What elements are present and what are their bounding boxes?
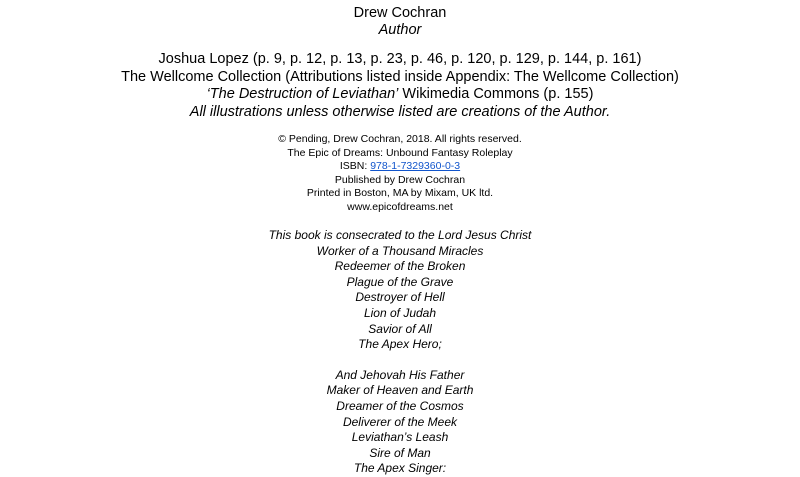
credit-lopez: Joshua Lopez (p. 9, p. 12, p. 13, p. 23, p. 46, p. 120, p. 129, p. 144, p. 161)	[158, 51, 642, 67]
author-name: Drew Cochran	[353, 5, 447, 21]
credit-leviathan	[0, 86, 800, 104]
dedication-line: And Jehovah His Father	[335, 367, 465, 382]
dedication-line: Plague of the Grave	[346, 274, 454, 289]
dedication-line: Leviathan’s Leash	[351, 430, 449, 445]
credit-wellcome: The Wellcome Collection (Attributions listed inside Appendix: The Wellcome Collection)	[121, 68, 679, 85]
copyright-notice: © Pending, Drew Cochran, 2018. All rights reserved.	[278, 133, 522, 145]
dedication-line: Dreamer of the Cosmos	[336, 398, 464, 413]
dedication-line: Worker of a Thousand Miracles	[316, 243, 484, 258]
isbn-link[interactable]: 978-1-7329360-0-3	[370, 160, 461, 173]
isbn-label: ISBN:	[339, 160, 371, 173]
legal-block	[0, 133, 800, 215]
dedication-stanza-2	[0, 368, 800, 477]
dedication-line: Sire of Man	[369, 445, 431, 460]
dedication-line: Lion of Judah	[363, 305, 437, 320]
leviathan-title: ‘The Destruction of Leviathan’	[206, 86, 399, 102]
author-block	[0, 5, 800, 39]
website: www.epicofdreams.net	[347, 200, 453, 213]
author-role: Author	[378, 22, 422, 38]
book-title: The Epic of Dreams: Unbound Fantasy Roleplay	[287, 146, 513, 159]
dedication	[0, 228, 800, 477]
dedication-line: The Apex Hero;	[358, 337, 442, 352]
dedication-line: Redeemer of the Broken	[334, 259, 466, 274]
dedication-stanza-1	[0, 228, 800, 353]
isbn-line	[0, 160, 800, 174]
image-credits	[0, 51, 800, 121]
stanza-gap	[0, 353, 800, 368]
dedication-line: The Apex Singer:	[353, 461, 447, 476]
leviathan-source: Wikimedia Commons (p. 155)	[398, 86, 594, 102]
dedication-line: This book is consecrated to the Lord Jesus Christ	[268, 228, 532, 242]
dedication-line: Maker of Heaven and Earth	[326, 383, 474, 398]
dedication-line: Destroyer of Hell	[355, 290, 445, 305]
printer: Printed in Boston, MA by Mixam, UK ltd.	[306, 187, 494, 200]
publisher: Published by Drew Cochran	[334, 173, 466, 186]
dedication-line: Savior of All	[368, 321, 432, 336]
illustrations-note: All illustrations unless otherwise listed are creations of the Author.	[189, 103, 611, 120]
dedication-line: Deliverer of the Meek	[342, 414, 458, 429]
